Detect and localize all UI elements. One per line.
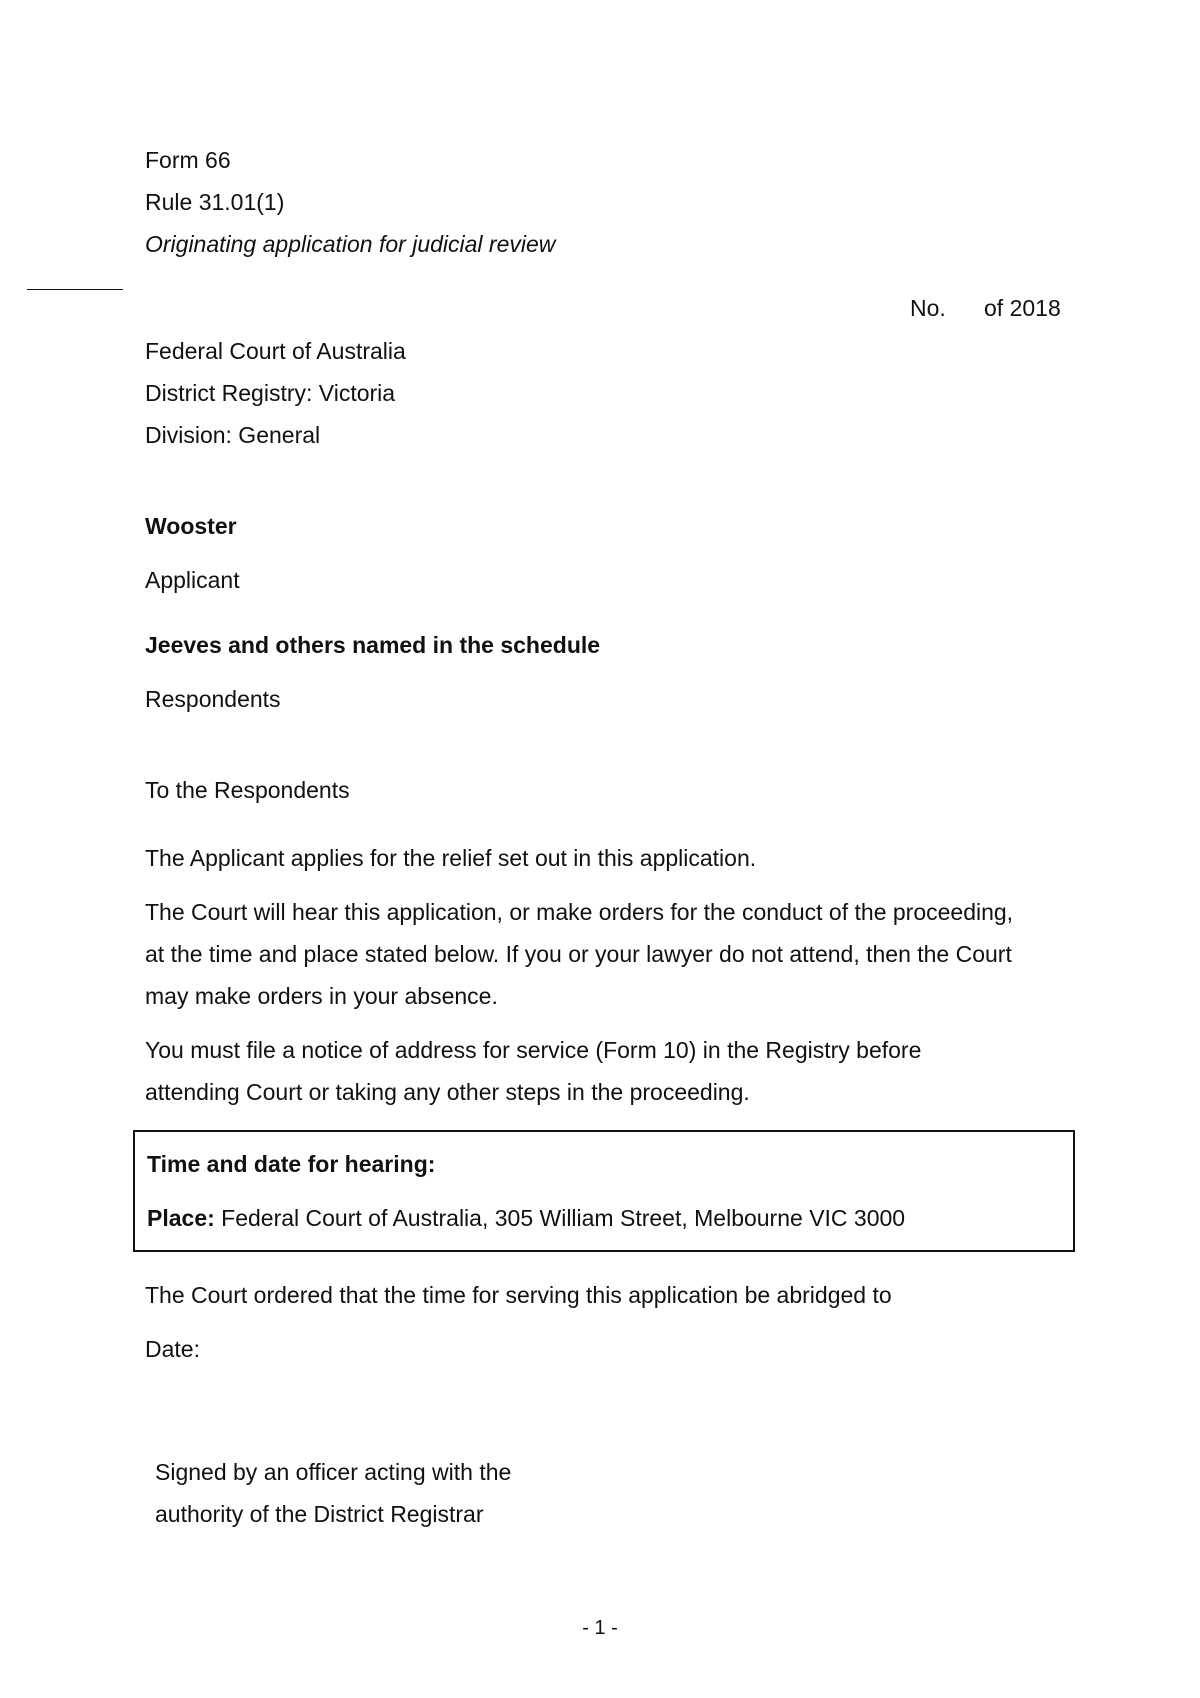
applicant-role: Applicant bbox=[145, 567, 240, 593]
hearing-notice-line-3: may make orders in your absence. bbox=[145, 983, 498, 1009]
signature-line-1: Signed by an officer acting with the bbox=[155, 1459, 512, 1485]
page-number: - 1 - bbox=[582, 1617, 618, 1639]
hearing-notice-line-2: at the time and place stated below. If you or your lawyer do not attend, then the Court bbox=[145, 941, 1012, 967]
court-registry: District Registry: Victoria bbox=[145, 380, 396, 406]
hearing-box bbox=[133, 1130, 1075, 1252]
header-divider bbox=[27, 289, 123, 290]
respondent-role: Respondents bbox=[145, 686, 281, 712]
respondent-name: Jeeves and others named in the schedule bbox=[145, 632, 601, 658]
file-number bbox=[910, 297, 1061, 320]
hearing-place-label: Place: bbox=[147, 1205, 215, 1231]
signature-line-2: authority of the District Registrar bbox=[155, 1501, 484, 1527]
hearing-time-label: Time and date for hearing: bbox=[147, 1151, 436, 1177]
service-notice-line-2: attending Court or taking any other steps in the proceeding. bbox=[145, 1079, 750, 1105]
relief-paragraph: The Applicant applies for the relief set out in this application. bbox=[145, 845, 757, 871]
hearing-place-value: Federal Court of Australia, 305 William Street, Melbourne VIC 3000 bbox=[214, 1205, 906, 1231]
date-label: Date: bbox=[145, 1336, 200, 1362]
file-number-year: of 2018 bbox=[984, 295, 1061, 321]
form-number: Form 66 bbox=[145, 147, 231, 173]
abridged-order: The Court ordered that the time for serving this application be abridged to bbox=[145, 1282, 892, 1308]
rule-reference: Rule 31.01(1) bbox=[145, 189, 285, 215]
service-notice-line-1: You must file a notice of address for service (Form 10) in the Registry before bbox=[145, 1037, 922, 1063]
addressee: To the Respondents bbox=[145, 777, 350, 803]
applicant-name: Wooster bbox=[145, 513, 237, 539]
file-number-label: No. bbox=[910, 295, 946, 321]
form-title: Originating application for judicial review bbox=[145, 231, 556, 257]
court-division: Division: General bbox=[145, 422, 321, 448]
hearing-place bbox=[147, 1207, 905, 1230]
court-name: Federal Court of Australia bbox=[145, 338, 406, 364]
hearing-notice-line-1: The Court will hear this application, or make orders for the conduct of the proceeding, bbox=[145, 899, 1014, 925]
